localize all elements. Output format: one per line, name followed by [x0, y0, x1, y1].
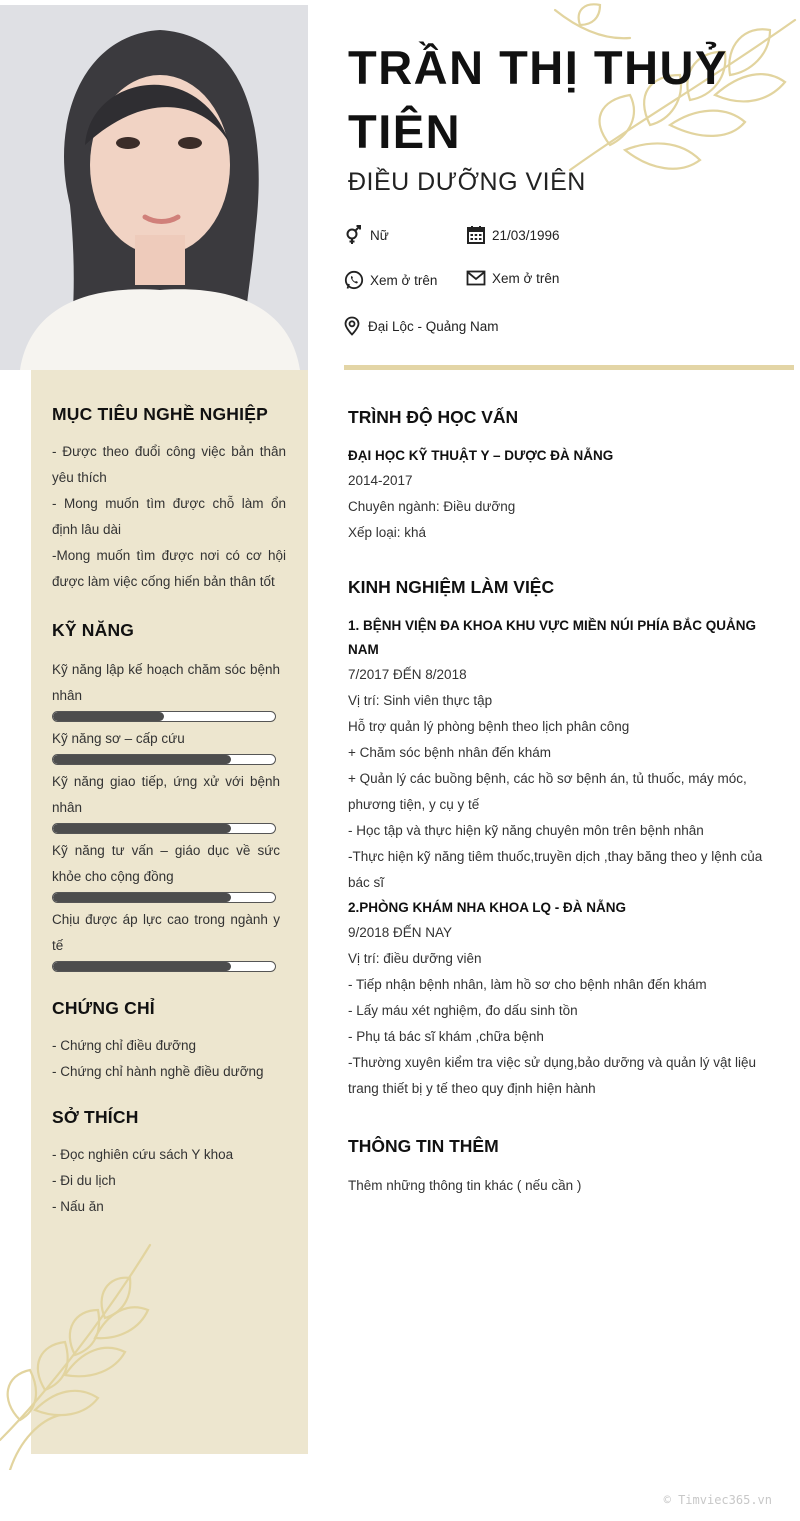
- leaf-decoration-bottom: [0, 1240, 200, 1470]
- job-line: -Thường xuyên kiểm tra việc sử dụng,bảo dưỡng và quản lý vật liệu trang thiết bị y tế theo quy định hiện hành: [348, 1055, 757, 1096]
- skills-section: [52, 620, 286, 976]
- objective-line: - Mong muốn tìm được chỗ làm ổn định lâu dài: [52, 496, 286, 537]
- skill-bar-fill: [53, 893, 231, 902]
- certificates-title: CHỨNG CHỈ: [52, 998, 155, 1018]
- job-line: - Phụ tá bác sĩ khám ,chữa bệnh: [348, 1029, 544, 1044]
- job-line: Vị trí: điều dưỡng viên: [348, 951, 482, 966]
- skill-bar: [52, 823, 276, 834]
- education-line: Chuyên ngành: Điều dưỡng: [348, 499, 516, 514]
- phone-info: [344, 270, 437, 290]
- job-line: 9/2018 ĐẾN NAY: [348, 925, 453, 940]
- birthday-value: 21/03/1996: [492, 227, 560, 243]
- job-line: -Thực hiện kỹ năng tiêm thuốc,truyền dịch ,thay băng theo y lệnh của bác sĩ: [348, 849, 763, 890]
- objective-title: MỤC TIÊU NGHỀ NGHIỆP: [52, 404, 268, 424]
- additional-title: THÔNG TIN THÊM: [348, 1136, 499, 1156]
- skill-bar-fill: [53, 962, 231, 971]
- phone-icon: [344, 270, 364, 290]
- skills-title: KỸ NĂNG: [52, 620, 135, 640]
- skill-item: [52, 726, 286, 765]
- profile-photo: [0, 5, 308, 370]
- gender-icon: [344, 225, 364, 245]
- job-line: - Tiếp nhận bệnh nhân, làm hồ sơ cho bệnh nhân đến khám: [348, 977, 707, 992]
- certificates-section: [52, 998, 286, 1085]
- job-entry: [348, 614, 768, 896]
- gender-value: Nữ: [370, 227, 389, 243]
- additional-text: Thêm những thông tin khác ( nếu cần ): [348, 1178, 582, 1193]
- email-value: Xem ở trên: [492, 270, 560, 286]
- skill-bar: [52, 711, 276, 722]
- skill-label: Kỹ năng lập kế hoạch chăm sóc bệnh nhân: [52, 662, 280, 703]
- hobbies-section: [52, 1107, 286, 1220]
- education-title: TRÌNH ĐỘ HỌC VẤN: [348, 407, 519, 427]
- experience-section: [348, 577, 768, 1102]
- watermark: © Timviec365.vn: [663, 1493, 772, 1507]
- education-line: 2014-2017: [348, 473, 413, 488]
- skill-bar-fill: [53, 712, 164, 721]
- skill-bar-fill: [53, 755, 231, 764]
- address-info: [342, 316, 499, 336]
- hobby-item: - Đọc nghiên cứu sách Y khoa: [52, 1147, 234, 1162]
- certificate-item: - Chứng chỉ điều đưỡng: [52, 1038, 197, 1053]
- skill-label: Kỹ năng sơ – cấp cứu: [52, 731, 185, 746]
- location-icon: [342, 316, 362, 336]
- job-line: + Chăm sóc bệnh nhân đến khám: [348, 745, 552, 760]
- phone-value: Xem ở trên: [370, 272, 438, 288]
- candidate-name: TRẦN THỊ THUỶ TIÊN: [348, 41, 728, 158]
- job-line: 7/2017 ĐẾN 8/2018: [348, 667, 467, 682]
- objective-line: - Được theo đuổi công việc bản thân yêu thích: [52, 444, 286, 485]
- skill-item: [52, 657, 286, 722]
- skill-label: Kỹ năng giao tiếp, ứng xử với bệnh nhân: [52, 774, 280, 815]
- skill-bar: [52, 892, 276, 903]
- skill-bar: [52, 961, 276, 972]
- hobby-item: - Nấu ăn: [52, 1199, 104, 1214]
- header-divider: [344, 365, 794, 370]
- skill-label: Kỹ năng tư vấn – giáo dục về sức khỏe cho cộng đồng: [52, 843, 280, 884]
- job-title: ĐIỀU DƯỠNG VIÊN: [348, 168, 586, 196]
- certificate-item: - Chứng chỉ hành nghề điều dưỡng: [52, 1064, 264, 1079]
- objective-section: [52, 404, 286, 595]
- mail-icon: [466, 268, 486, 288]
- company-name: 1. BỆNH VIỆN ĐA KHOA KHU VỰC MIỀN NÚI PHÍA BẮC QUẢNG NAM: [348, 618, 756, 657]
- skill-item: [52, 769, 286, 834]
- birthday-info: [466, 225, 560, 245]
- school-name: ĐẠI HỌC KỸ THUẬT Y – DƯỢC ĐÀ NẴNG: [348, 448, 614, 463]
- company-name: 2.PHÒNG KHÁM NHA KHOA LQ - ĐÀ NẴNG: [348, 900, 626, 915]
- education-section: [348, 407, 768, 546]
- hobbies-title: SỞ THÍCH: [52, 1107, 139, 1127]
- education-line: Xếp loại: khá: [348, 525, 427, 540]
- skill-item: [52, 907, 286, 972]
- skill-label: Chịu được áp lực cao trong ngành y tế: [52, 912, 280, 953]
- hobby-item: - Đi du lịch: [52, 1173, 116, 1188]
- email-info: [466, 268, 559, 288]
- skill-item: [52, 838, 286, 903]
- job-line: - Lấy máu xét nghiệm, đo dấu sinh tồn: [348, 1003, 578, 1018]
- calendar-icon: [466, 225, 486, 245]
- skill-bar-fill: [53, 824, 231, 833]
- skill-bar: [52, 754, 276, 765]
- job-line: Vị trí: Sinh viên thực tập: [348, 693, 493, 708]
- additional-section: [348, 1136, 768, 1199]
- address-value: Đại Lộc - Quảng Nam: [368, 318, 499, 334]
- gender-info: [344, 225, 389, 245]
- job-entry: [348, 896, 768, 1102]
- job-line: + Quản lý các buồng bệnh, các hồ sơ bệnh án, tủ thuốc, máy móc, phương tiện, y cụ y tế: [348, 771, 747, 812]
- objective-line: -Mong muốn tìm được nơi có cơ hội được làm việc cống hiến bản thân tốt: [52, 548, 286, 589]
- job-line: - Học tập và thực hiện kỹ năng chuyên môn trên bệnh nhân: [348, 823, 704, 838]
- job-line: Hỗ trợ quản lý phòng bệnh theo lịch phân công: [348, 719, 630, 734]
- experience-title: KINH NGHIỆM LÀM VIỆC: [348, 577, 555, 597]
